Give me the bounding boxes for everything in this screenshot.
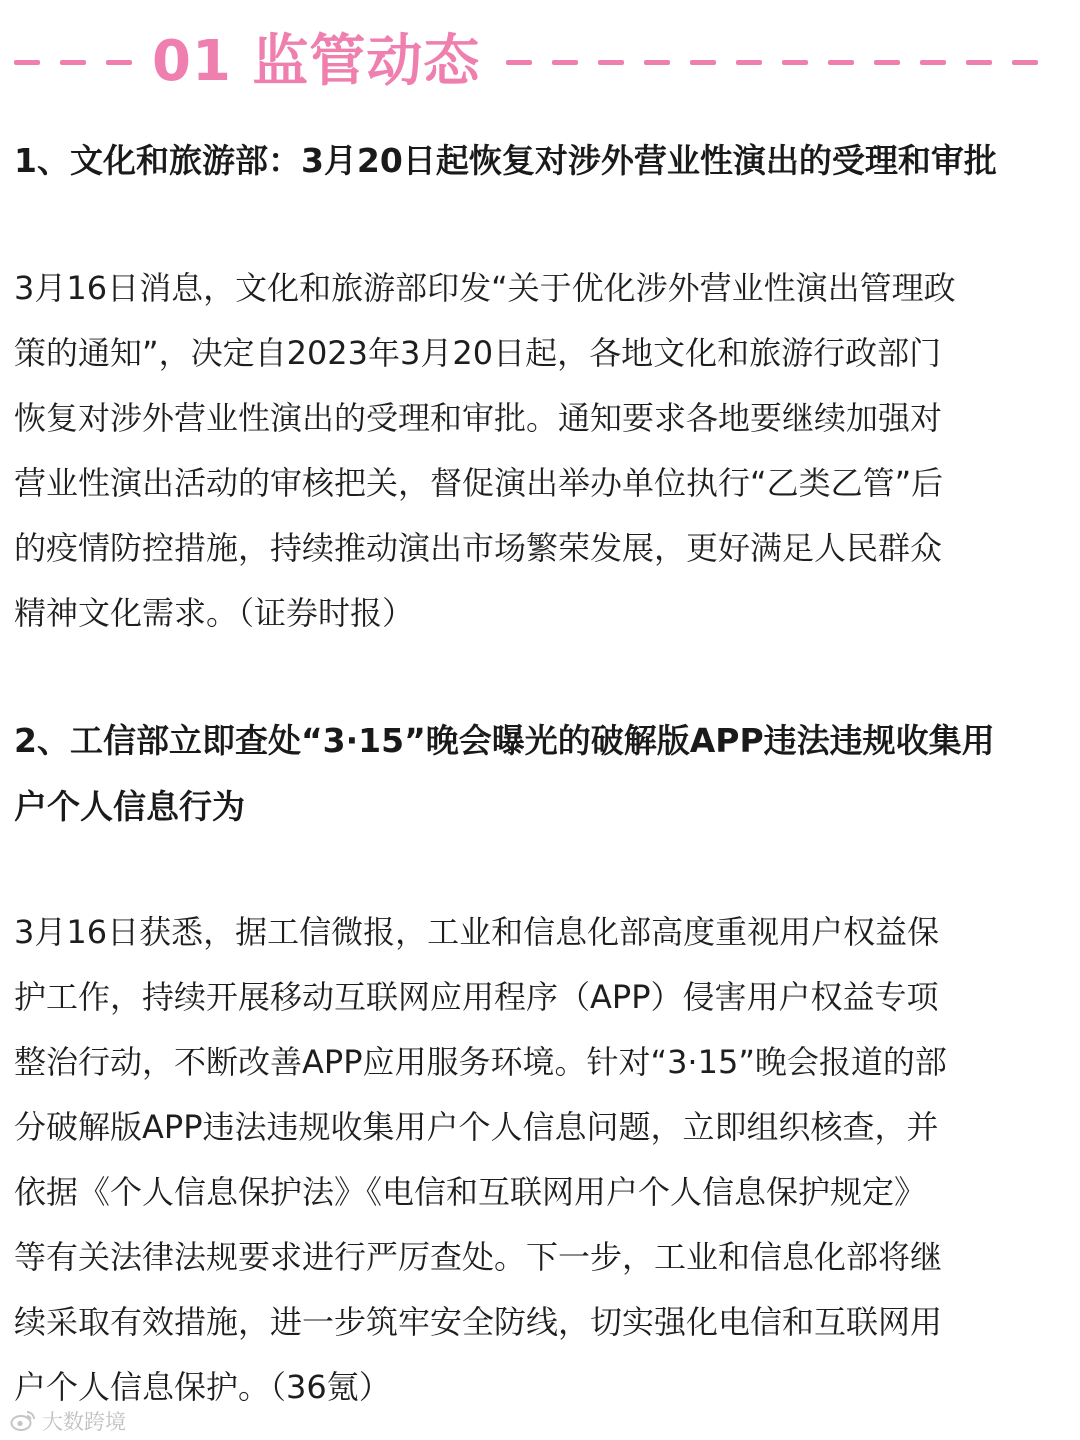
- dash: [552, 60, 578, 65]
- dash: [736, 60, 762, 65]
- dash: [60, 60, 86, 65]
- body-line: 依据《个人信息保护法》《电信和互联网用户个人信息保护规定》: [14, 1173, 927, 1211]
- article-title: [14, 128, 1068, 194]
- body-line: 恢复对涉外营业性演出的受理和审批。通知要求各地要继续加强对: [14, 399, 943, 437]
- body-line: 分破解版APP违法违规收集用户个人信息问题，立即组织核查，并: [14, 1108, 939, 1146]
- dash: [966, 60, 992, 65]
- body-line: 精神文化需求。（证券时报）: [14, 594, 415, 632]
- article-title: [14, 708, 1068, 840]
- body-line: 策的通知”，决定自2023年3月20日起，各地文化和旅游行政部门: [14, 334, 942, 372]
- dash: [14, 60, 40, 65]
- left-dash-divider: [14, 60, 152, 65]
- section-header: [14, 22, 1066, 102]
- body-line: 等有关法律法规要求进行严厉查处。下一步，工业和信息化部将继: [14, 1238, 943, 1276]
- article-2: [14, 708, 1068, 1420]
- dash: [782, 60, 808, 65]
- body-line: 3月16日获悉，据工信微报，工业和信息化部高度重视用户权益保: [14, 913, 940, 951]
- article-1: [14, 128, 1068, 646]
- body-line: 的疫情防控措施，持续推动演出市场繁荣发展，更好满足人民群众: [14, 529, 943, 567]
- right-dash-divider: [506, 60, 1066, 65]
- body-line: 续采取有效措施，进一步筑牢安全防线，切实强化电信和互联网用: [14, 1303, 943, 1341]
- dash: [106, 60, 132, 65]
- watermark-text: 大数跨境: [42, 1410, 126, 1434]
- body-line: 护工作，持续开展移动互联网应用程序（APP）侵害用户权益专项: [14, 978, 939, 1016]
- section-title: 01 监管动态: [152, 29, 481, 94]
- dash: [920, 60, 946, 65]
- article-body: [14, 900, 1068, 1420]
- dash: [874, 60, 900, 65]
- body-line: 营业性演出活动的审核把关，督促演出举办单位执行“乙类乙管”后: [14, 464, 944, 502]
- title-line: 1、文化和旅游部：3月20日起恢复对涉外营业性演出的受理和审批: [14, 141, 997, 180]
- title-line: 户个人信息行为: [14, 787, 245, 826]
- dash: [690, 60, 716, 65]
- body-line: 户个人信息保护。（36氪）: [14, 1368, 391, 1406]
- dash: [1012, 60, 1038, 65]
- dash: [644, 60, 670, 65]
- title-line: 2、工信部立即查处“3·15”晚会曝光的破解版APP违法违规收集用: [14, 721, 995, 760]
- dash: [506, 60, 532, 65]
- dash: [598, 60, 624, 65]
- weibo-logo-icon: [10, 1408, 36, 1434]
- watermark: [10, 1406, 126, 1436]
- article-body: [14, 256, 1068, 646]
- body-line: 3月16日消息，文化和旅游部印发“关于优化涉外营业性演出管理政: [14, 269, 956, 307]
- dash: [828, 60, 854, 65]
- body-line: 整治行动，不断改善APP应用服务环境。针对“3·15”晚会报道的部: [14, 1043, 947, 1081]
